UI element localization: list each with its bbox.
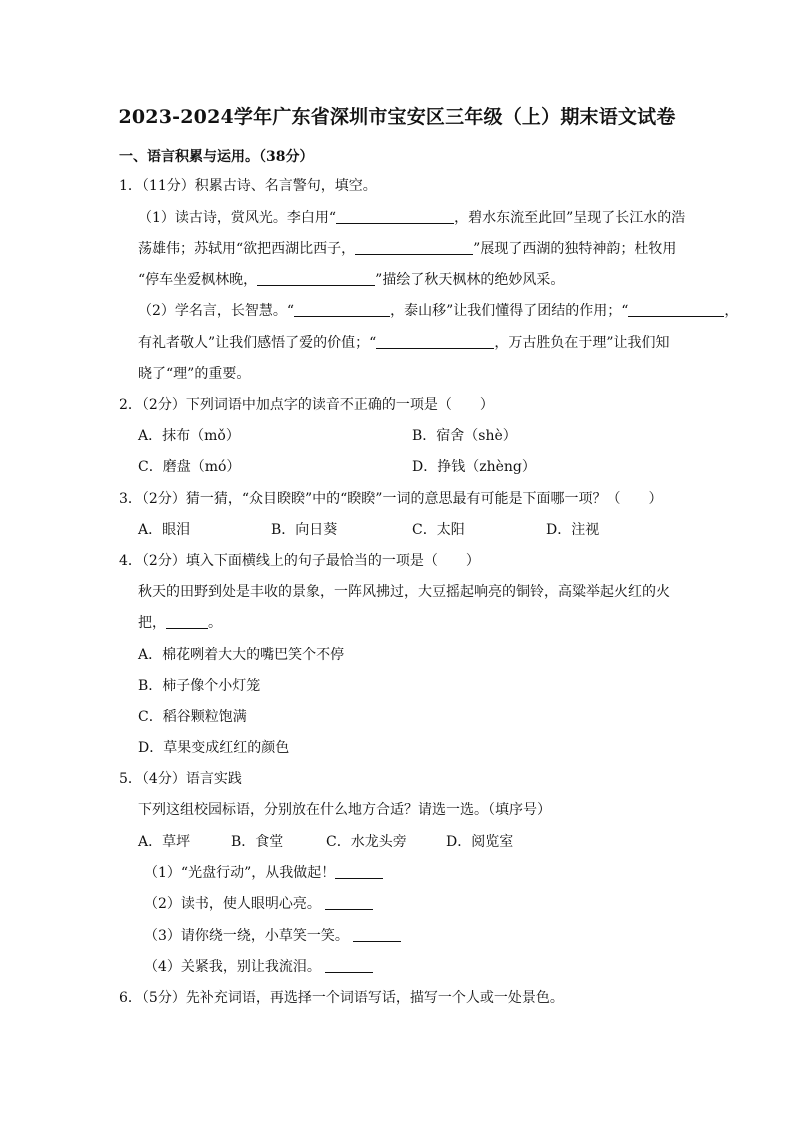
option-c[interactable]: C．稻谷颗粒饱满 — [138, 709, 247, 725]
question-5-stem: 5．（4分）语言实践 — [119, 771, 242, 787]
answer-blank[interactable] — [294, 301, 390, 317]
option-d[interactable]: D．草果变成红红的颜色 — [138, 740, 290, 756]
answer-blank[interactable] — [325, 894, 373, 910]
answer-blank[interactable] — [355, 239, 473, 255]
answer-blank[interactable] — [376, 333, 494, 349]
option-b[interactable]: B．向日葵 — [271, 522, 338, 538]
slogan-item: （2）读书，使人眼明心亮。 — [144, 894, 373, 914]
answer-blank[interactable] — [257, 270, 375, 286]
question-1-line: （2）学名言，长智慧。“ ，泰山移”让我们懂得了团结的作用；“ ， — [138, 303, 739, 319]
slogan-item: （4）关紧我，别让我流泪。 — [144, 957, 373, 977]
option-d[interactable]: D．注视 — [546, 522, 600, 538]
question-4-text: 把， 。 — [138, 615, 222, 631]
question-1-line: （1）读古诗，赏风光。李白用“ ，碧水东流至此回”呈现了长江水的浩 — [138, 210, 686, 226]
question-3-stem: 3．（2分）猜一猜，“众目睽睽”中的“睽睽”一词的意思最有可能是下面哪一项？（ ） — [119, 491, 663, 507]
question-1-line: 有礼者敬人”让我们感悟了爱的价值；“ ，万古胜负在于理”让我们知 — [138, 335, 670, 351]
question-6-stem: 6．（5分）先补充词语，再选择一个词语写话，描写一个人或一处景色。 — [119, 990, 564, 1006]
answer-blank[interactable] — [335, 863, 383, 879]
slogan-item: （3）请你绕一绕，小草笑一笑。 — [144, 926, 401, 946]
question-4-stem: 4．（2分）填入下面横线上的句子最恰当的一项是（ ） — [119, 553, 480, 569]
option-a[interactable]: A．棉花咧着大大的嘴巴笑个不停 — [138, 647, 345, 663]
question-2-stem: 2．（2分）下列词语中加点字的读音不正确的一项是（ ） — [119, 397, 494, 413]
answer-blank[interactable] — [166, 613, 208, 629]
page-title: 2023-2024学年广东省深圳市宝安区三年级（上）期末语文试卷 — [118, 106, 676, 128]
option-b[interactable]: B．柿子像个小灯笼 — [138, 678, 261, 694]
section-heading: 一、语言积累与运用。（38分） — [119, 149, 314, 165]
option-c[interactable]: C．太阳 — [412, 522, 465, 538]
slogan-item: （1）“光盘行动”，从我做起！ — [144, 863, 383, 883]
question-1-line: 荡雄伟；苏轼用“欲把西湖比西子， ”展现了西湖的独特神韵；杜牧用 — [138, 241, 677, 257]
question-5-intro: 下列这组校园标语，分别放在什么地方合适？请选一选。（填序号） — [138, 802, 551, 818]
option-a[interactable]: A．眼泪 — [138, 522, 191, 538]
option-b: B．食堂 — [231, 834, 284, 850]
option-c[interactable]: C．磨盘（mó） — [138, 459, 241, 475]
option-c: C．水龙头旁 — [326, 834, 407, 850]
question-1-line: 晓了“理”的重要。 — [138, 366, 251, 382]
question-4-text: 秋天的田野到处是丰收的景象，一阵风拂过，大豆摇起响亮的铜铃，高粱举起火红的火 — [138, 584, 670, 600]
option-b[interactable]: B．宿舍（shè） — [412, 428, 517, 444]
answer-blank[interactable] — [353, 926, 401, 942]
option-d[interactable]: D．挣钱（zhèng） — [412, 459, 536, 475]
answer-blank[interactable] — [336, 208, 454, 224]
answer-blank[interactable] — [628, 301, 724, 317]
question-1-stem: 1．（11分）积累古诗、名言警句，填空。 — [119, 178, 377, 194]
option-a[interactable]: A．抹布（mǒ） — [138, 428, 240, 444]
answer-blank[interactable] — [325, 957, 373, 973]
option-a: A．草坪 — [138, 834, 191, 850]
question-1-line: “停车坐爱枫林晚， ”描绘了秋天枫林的绝妙风采。 — [138, 272, 565, 288]
option-d: D．阅览室 — [446, 834, 514, 850]
